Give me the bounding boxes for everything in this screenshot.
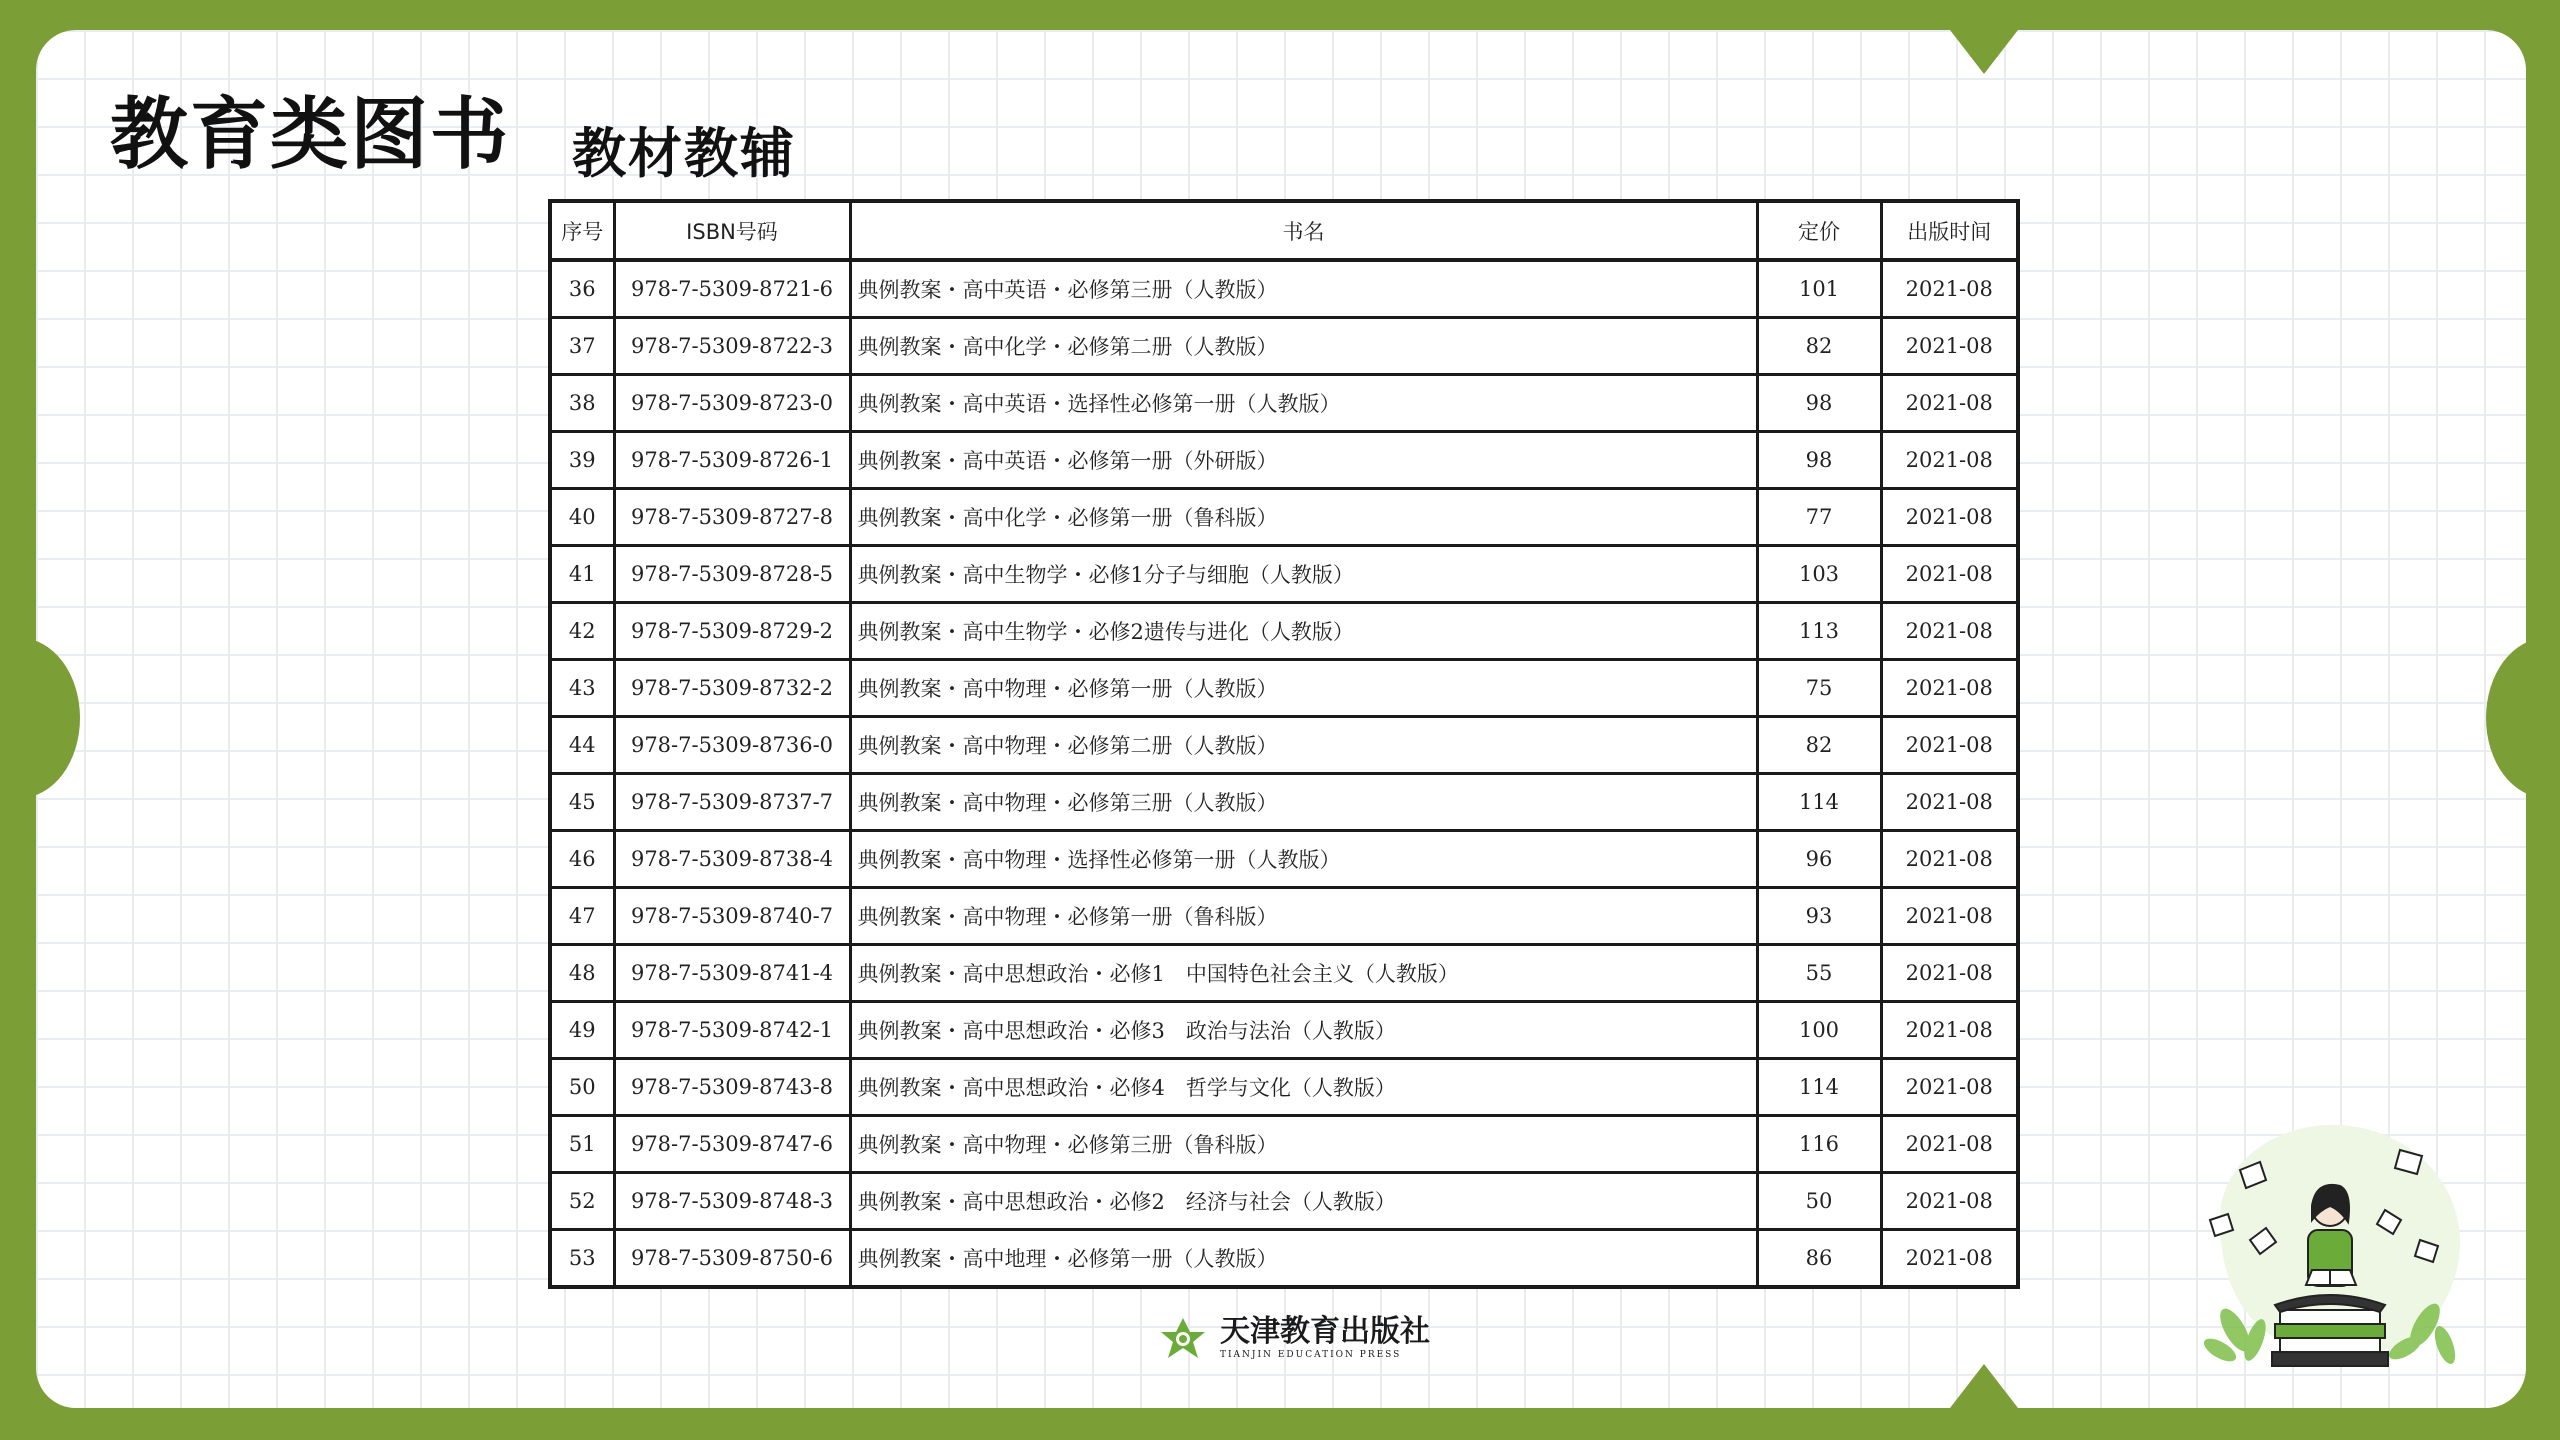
cell-price: 114 xyxy=(1757,1059,1881,1116)
cell-date: 2021-08 xyxy=(1881,260,2018,318)
cell-date: 2021-08 xyxy=(1881,489,2018,546)
page-title: 教育类图书 xyxy=(110,89,511,180)
cell-isbn: 978-7-5309-8740-7 xyxy=(614,888,850,945)
cell-date: 2021-08 xyxy=(1881,1002,2018,1059)
table-row xyxy=(550,318,2018,375)
book-table xyxy=(548,199,2020,1289)
cell-isbn: 978-7-5309-8726-1 xyxy=(614,432,850,489)
cell-isbn: 978-7-5309-8750-6 xyxy=(614,1230,850,1288)
cell-title: 典例教案・高中思想政治・必修1 中国特色社会主义（人教版） xyxy=(850,945,1757,1002)
cell-isbn: 978-7-5309-8727-8 xyxy=(614,489,850,546)
cell-isbn: 978-7-5309-8748-3 xyxy=(614,1173,850,1230)
cell-index: 47 xyxy=(550,888,614,945)
cell-isbn: 978-7-5309-8723-0 xyxy=(614,375,850,432)
cell-title: 典例教案・高中英语・选择性必修第一册（人教版） xyxy=(850,375,1757,432)
header-price: 定价 xyxy=(1757,201,1881,260)
table-row xyxy=(550,1116,2018,1173)
table-row xyxy=(550,1002,2018,1059)
cell-index: 44 xyxy=(550,717,614,774)
publisher-emblem-icon xyxy=(1158,1316,1208,1360)
cell-title: 典例教案・高中思想政治・必修4 哲学与文化（人教版） xyxy=(850,1059,1757,1116)
cell-index: 36 xyxy=(550,260,614,318)
table-row xyxy=(550,489,2018,546)
table-header-row xyxy=(550,201,2018,260)
cell-isbn: 978-7-5309-8736-0 xyxy=(614,717,850,774)
cell-title: 典例教案・高中生物学・必修2遗传与进化（人教版） xyxy=(850,603,1757,660)
cell-date: 2021-08 xyxy=(1881,1230,2018,1288)
page-subtitle: 教材教辅 xyxy=(572,121,796,185)
table-row xyxy=(550,888,2018,945)
cell-price: 101 xyxy=(1757,260,1881,318)
table-row xyxy=(550,945,2018,1002)
cell-isbn: 978-7-5309-8732-2 xyxy=(614,660,850,717)
cell-index: 45 xyxy=(550,774,614,831)
cell-price: 82 xyxy=(1757,318,1881,375)
cell-price: 114 xyxy=(1757,774,1881,831)
cell-date: 2021-08 xyxy=(1881,432,2018,489)
cell-isbn: 978-7-5309-8722-3 xyxy=(614,318,850,375)
cell-title: 典例教案・高中物理・必修第一册（鲁科版） xyxy=(850,888,1757,945)
cell-price: 75 xyxy=(1757,660,1881,717)
frame-notch-top xyxy=(1950,30,2018,74)
cell-price: 113 xyxy=(1757,603,1881,660)
cell-price: 98 xyxy=(1757,375,1881,432)
cell-title: 典例教案・高中思想政治・必修3 政治与法治（人教版） xyxy=(850,1002,1757,1059)
table-body xyxy=(550,260,2018,1287)
header-title: 书名 xyxy=(850,201,1757,260)
cell-price: 116 xyxy=(1757,1116,1881,1173)
cell-index: 49 xyxy=(550,1002,614,1059)
cell-date: 2021-08 xyxy=(1881,375,2018,432)
cell-title: 典例教案・高中思想政治・必修2 经济与社会（人教版） xyxy=(850,1173,1757,1230)
cell-isbn: 978-7-5309-8747-6 xyxy=(614,1116,850,1173)
cell-index: 37 xyxy=(550,318,614,375)
cell-price: 96 xyxy=(1757,831,1881,888)
cell-date: 2021-08 xyxy=(1881,717,2018,774)
cell-date: 2021-08 xyxy=(1881,1173,2018,1230)
cell-price: 93 xyxy=(1757,888,1881,945)
cell-isbn: 978-7-5309-8738-4 xyxy=(614,831,850,888)
table-row xyxy=(550,1230,2018,1288)
publisher-name: 天津教育出版社 xyxy=(1220,1313,1430,1349)
table-row xyxy=(550,260,2018,318)
cell-date: 2021-08 xyxy=(1881,888,2018,945)
publisher-name-block xyxy=(1220,1313,1430,1360)
cell-price: 55 xyxy=(1757,945,1881,1002)
cell-index: 43 xyxy=(550,660,614,717)
cell-isbn: 978-7-5309-8729-2 xyxy=(614,603,850,660)
table-row xyxy=(550,546,2018,603)
header-isbn: ISBN号码 xyxy=(614,201,850,260)
cell-isbn: 978-7-5309-8728-5 xyxy=(614,546,850,603)
header-date: 出版时间 xyxy=(1881,201,2018,260)
book-table-container xyxy=(548,199,2020,1289)
cell-title: 典例教案・高中化学・必修第二册（人教版） xyxy=(850,318,1757,375)
cell-date: 2021-08 xyxy=(1881,603,2018,660)
cell-isbn: 978-7-5309-8743-8 xyxy=(614,1059,850,1116)
header-index: 序号 xyxy=(550,201,614,260)
publisher-logo xyxy=(1158,1313,1430,1360)
cell-index: 38 xyxy=(550,375,614,432)
cell-index: 41 xyxy=(550,546,614,603)
cell-title: 典例教案・高中物理・选择性必修第一册（人教版） xyxy=(850,831,1757,888)
cell-price: 100 xyxy=(1757,1002,1881,1059)
cell-title: 典例教案・高中生物学・必修1分子与细胞（人教版） xyxy=(850,546,1757,603)
cell-title: 典例教案・高中物理・必修第一册（人教版） xyxy=(850,660,1757,717)
cell-title: 典例教案・高中英语・必修第一册（外研版） xyxy=(850,432,1757,489)
cell-index: 46 xyxy=(550,831,614,888)
cell-isbn: 978-7-5309-8737-7 xyxy=(614,774,850,831)
frame-notch-bottom xyxy=(1950,1364,2018,1408)
table-row xyxy=(550,717,2018,774)
cell-title: 典例教案・高中地理・必修第一册（人教版） xyxy=(850,1230,1757,1288)
cell-title: 典例教案・高中物理・必修第三册（鲁科版） xyxy=(850,1116,1757,1173)
cell-price: 50 xyxy=(1757,1173,1881,1230)
table-row xyxy=(550,1173,2018,1230)
cell-date: 2021-08 xyxy=(1881,318,2018,375)
table-row xyxy=(550,603,2018,660)
cell-date: 2021-08 xyxy=(1881,1116,2018,1173)
cell-date: 2021-08 xyxy=(1881,945,2018,1002)
cell-isbn: 978-7-5309-8721-6 xyxy=(614,260,850,318)
cell-date: 2021-08 xyxy=(1881,774,2018,831)
cell-date: 2021-08 xyxy=(1881,831,2018,888)
cell-title: 典例教案・高中物理・必修第二册（人教版） xyxy=(850,717,1757,774)
cell-price: 98 xyxy=(1757,432,1881,489)
publisher-name-en: TIANJIN EDUCATION PRESS xyxy=(1220,1349,1402,1360)
cell-index: 39 xyxy=(550,432,614,489)
cell-price: 103 xyxy=(1757,546,1881,603)
table-row xyxy=(550,1059,2018,1116)
cell-date: 2021-08 xyxy=(1881,660,2018,717)
table-row xyxy=(550,660,2018,717)
cell-index: 42 xyxy=(550,603,614,660)
cell-title: 典例教案・高中英语・必修第三册（人教版） xyxy=(850,260,1757,318)
cell-index: 40 xyxy=(550,489,614,546)
cell-price: 77 xyxy=(1757,489,1881,546)
cell-index: 51 xyxy=(550,1116,614,1173)
cell-index: 53 xyxy=(550,1230,614,1288)
cell-index: 50 xyxy=(550,1059,614,1116)
cell-title: 典例教案・高中化学・必修第一册（鲁科版） xyxy=(850,489,1757,546)
cell-price: 86 xyxy=(1757,1230,1881,1288)
cell-price: 82 xyxy=(1757,717,1881,774)
cell-title: 典例教案・高中物理・必修第三册（人教版） xyxy=(850,774,1757,831)
cell-isbn: 978-7-5309-8741-4 xyxy=(614,945,850,1002)
table-row xyxy=(550,831,2018,888)
cell-index: 52 xyxy=(550,1173,614,1230)
reading-girl-illustration xyxy=(2180,1110,2480,1380)
cell-date: 2021-08 xyxy=(1881,1059,2018,1116)
table-row xyxy=(550,432,2018,489)
cell-index: 48 xyxy=(550,945,614,1002)
cell-isbn: 978-7-5309-8742-1 xyxy=(614,1002,850,1059)
table-row xyxy=(550,375,2018,432)
table-row xyxy=(550,774,2018,831)
cell-date: 2021-08 xyxy=(1881,546,2018,603)
